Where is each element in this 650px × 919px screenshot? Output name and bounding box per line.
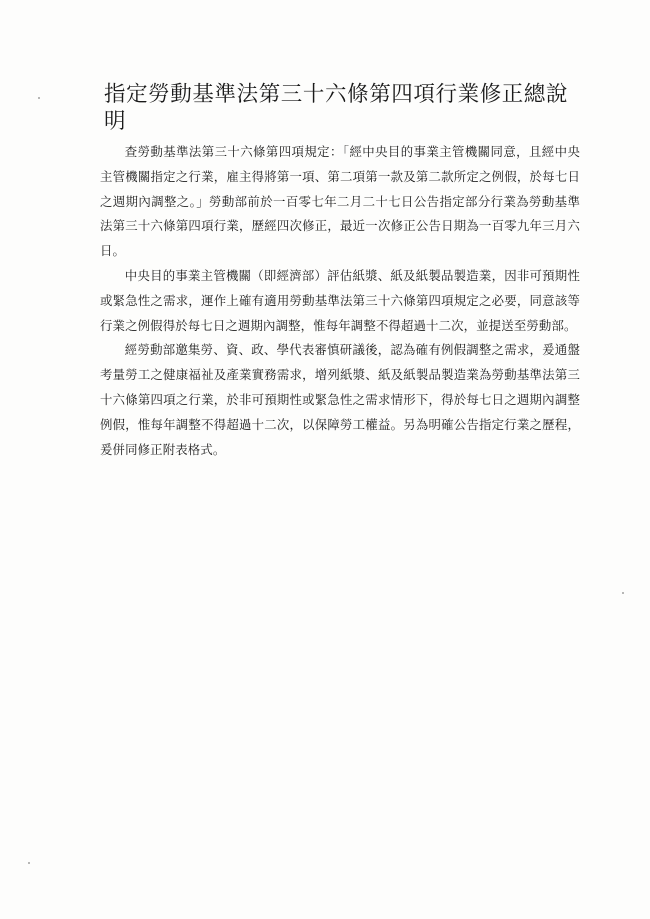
scan-speck	[622, 592, 624, 594]
paragraph-2: 中央目的事業主管機關（即經濟部）評估紙漿、紙及紙製品製造業，因非可預期性或緊急性之需求，運作上確有適用勞動基準法第三十六條第四項規定之必要，同意該等行業之例假得於每七日之週期內調整，惟每年調整不得超過十二次，並提送至勞動部。	[100, 267, 580, 333]
scan-speck	[28, 862, 30, 864]
document-body	[100, 140, 580, 462]
paragraph-1: 查勞動基準法第三十六條第四項規定：「經中央目的事業主管機關同意，且經中央主管機關指定之行業，雇主得將第一項、第二項第一款及第二款所定之例假，於每七日之週期內調整之。」勞動部前於一百零七年二月二十七日公告指定部分行業為勞動基準法第三十六條第四項行業，歷經四次修正，最近一次修正公告日期為一百零九年三月六日。	[100, 144, 580, 259]
scan-speck	[38, 97, 40, 99]
paragraph-3: 經勞動部邀集勞、資、政、學代表審慎研議後，認為確有例假調整之需求，爰通盤考量勞工之健康福祉及產業實務需求，增列紙漿、紙及紙製品製造業為勞動基準法第三十六條第四項之行業，於非可預期性或緊急性之需求情形下，得於每七日之週期內調整例假，惟每年調整不得超過十二次，以保障勞工權益。另為明確公告指定行業之歷程，爰併同修正附表格式。	[100, 342, 580, 457]
document-title: 指定勞動基準法第三十六條第四項行業修正總說明	[104, 82, 569, 134]
